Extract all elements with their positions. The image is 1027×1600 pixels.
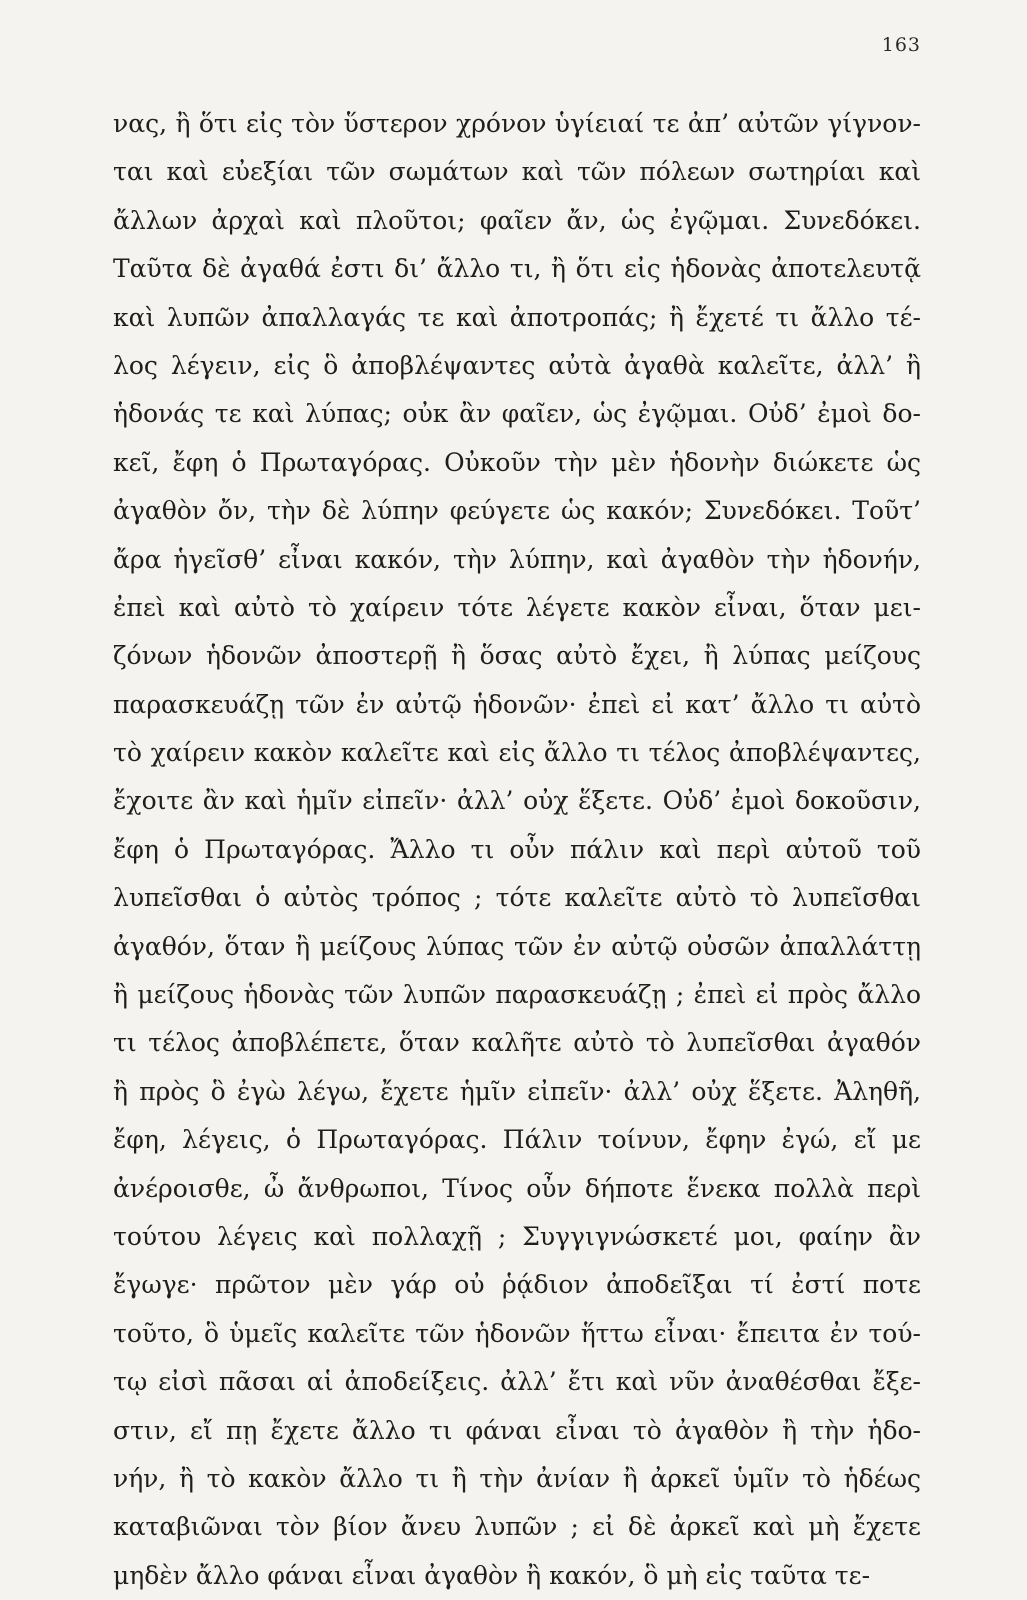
text-line: παρασκευάζῃ τῶν ἐν αὐτῷ ἡδονῶν· ἐπεὶ εἰ κατ’ ἄλλο τι αὐτὸ: [113, 689, 921, 719]
text-line: τοῦτο, ὃ ὑμεῖς καλεῖτε τῶν ἡδονῶν ἥττω εἶναι· ἔπειτα ἐν τού-: [113, 1318, 921, 1348]
text-line: ται καὶ εὐεξίαι τῶν σωμάτων καὶ τῶν πόλεων σωτηρίαι καὶ: [113, 157, 921, 187]
text-line: Ταῦτα δὲ ἀγαθά ἐστι δι’ ἄλλο τι, ἢ ὅτι εἰς ἡδονὰς ἀποτελευτᾷ: [113, 254, 921, 284]
text-line: ἀνέροισθε, ὦ ἄνθρωποι, Τίνος οὖν δήποτε ἕνεκα πολλὰ περὶ: [113, 1173, 921, 1203]
text-line: ἀγαθὸν ὄν, τὴν δὲ λύπην φεύγετε ὡς κακόν; Συνεδόκει. Τοῦτ’: [113, 496, 921, 526]
text-line: ἢ πρὸς ὃ ἐγὼ λέγω, ἔχετε ἡμῖν εἰπεῖν· ἀλλ’ οὐχ ἕξετε. Ἀληθῆ,: [113, 1076, 921, 1106]
text-line: ἔχοιτε ἂν καὶ ἡμῖν εἰπεῖν· ἀλλ’ οὐχ ἕξετε. Οὐδ’ ἐμοὶ δοκοῦσιν,: [113, 786, 921, 816]
text-line: τι τέλος ἀποβλέπετε, ὅταν καλῆτε αὐτὸ τὸ λυπεῖσθαι ἀγαθόν: [113, 1028, 921, 1058]
text-line: τῳ εἰσὶ πᾶσαι αἱ ἀποδείξεις. ἀλλ’ ἔτι καὶ νῦν ἀναθέσθαι ἔξε-: [113, 1367, 921, 1397]
text-line: ἔγωγε· πρῶτον μὲν γάρ οὐ ῥᾴδιον ἀποδεῖξαι τί ἐστί ποτε: [113, 1270, 921, 1300]
text-line: καταβιῶναι τὸν βίον ἄνευ λυπῶν ; εἰ δὲ ἀρκεῖ καὶ μὴ ἔχετε: [113, 1512, 921, 1542]
body-text: [113, 100, 921, 1600]
text-line: τὸ χαίρειν κακὸν καλεῖτε καὶ εἰς ἄλλο τι τέλος ἀποβλέψαντες,: [113, 738, 921, 768]
text-line: ἀγαθόν, ὅταν ἢ μείζους λύπας τῶν ἐν αὐτῷ οὐσῶν ἀπαλλάττῃ: [113, 931, 921, 961]
text-line: μηδὲν ἄλλο φάναι εἶναι ἀγαθὸν ἢ κακόν, ὃ μὴ εἰς ταῦτα τε-: [113, 1560, 871, 1590]
text-line: ἐπεὶ καὶ αὐτὸ τὸ χαίρειν τότε λέγετε κακὸν εἶναι, ὅταν μει-: [113, 592, 921, 622]
page-number: 163: [881, 34, 921, 56]
text-line: νήν, ἢ τὸ κακὸν ἄλλο τι ἢ τὴν ἀνίαν ἢ ἀρκεῖ ὑμῖν τὸ ἡδέως: [113, 1463, 921, 1493]
text-line: ἄλλων ἀρχαὶ καὶ πλοῦτοι; φαῖεν ἄν, ὡς ἐγῷμαι. Συνεδόκει.: [113, 205, 921, 235]
text-line: στιν, εἴ πῃ ἔχετε ἄλλο τι φάναι εἶναι τὸ ἀγαθὸν ἢ τὴν ἡδο-: [113, 1415, 921, 1445]
text-line: τούτου λέγεις καὶ πολλαχῇ ; Συγγιγνώσκετέ μοι, φαίην ἂν: [113, 1221, 921, 1251]
text-line: νας, ἢ ὅτι εἰς τὸν ὕστερον χρόνον ὑγίειαί τε ἀπ’ αὐτῶν γίγνον-: [113, 109, 921, 138]
text-line: ἔφη ὁ Πρωταγόρας. Ἄλλο τι οὖν πάλιν καὶ περὶ αὐτοῦ τοῦ: [113, 834, 921, 864]
text-line: κεῖ, ἔφη ὁ Πρωταγόρας. Οὐκοῦν τὴν μὲν ἡδονὴν διώκετε ὡς: [113, 447, 921, 477]
text-line: λυπεῖσθαι ὁ αὐτὸς τρόπος ; τότε καλεῖτε αὐτὸ τὸ λυπεῖσθαι: [113, 883, 921, 913]
text-line: λος λέγειν, εἰς ὃ ἀποβλέψαντες αὐτὰ ἀγαθὰ καλεῖτε, ἀλλ’ ἢ: [113, 350, 921, 380]
text-line: ἔφη, λέγεις, ὁ Πρωταγόρας. Πάλιν τοίνυν, ἔφην ἐγώ, εἴ με: [113, 1125, 921, 1155]
text-line: ἄρα ἡγεῖσθ’ εἶναι κακόν, τὴν λύπην, καὶ ἀγαθὸν τὴν ἡδονήν,: [113, 544, 921, 574]
text-line: ζόνων ἡδονῶν ἀποστερῇ ἢ ὅσας αὐτὸ ἔχει, ἢ λύπας μείζους: [113, 641, 921, 671]
text-line: ἡδονάς τε καὶ λύπας; οὐκ ἂν φαῖεν, ὡς ἐγῷμαι. Οὐδ’ ἐμοὶ δο-: [113, 399, 921, 429]
text-line: καὶ λυπῶν ἀπαλλαγάς τε καὶ ἀποτροπάς; ἢ ἔχετέ τι ἄλλο τέ-: [113, 302, 921, 332]
text-line: ἢ μείζους ἡδονὰς τῶν λυπῶν παρασκευάζῃ ; ἐπεὶ εἰ πρὸς ἄλλο: [113, 980, 921, 1010]
